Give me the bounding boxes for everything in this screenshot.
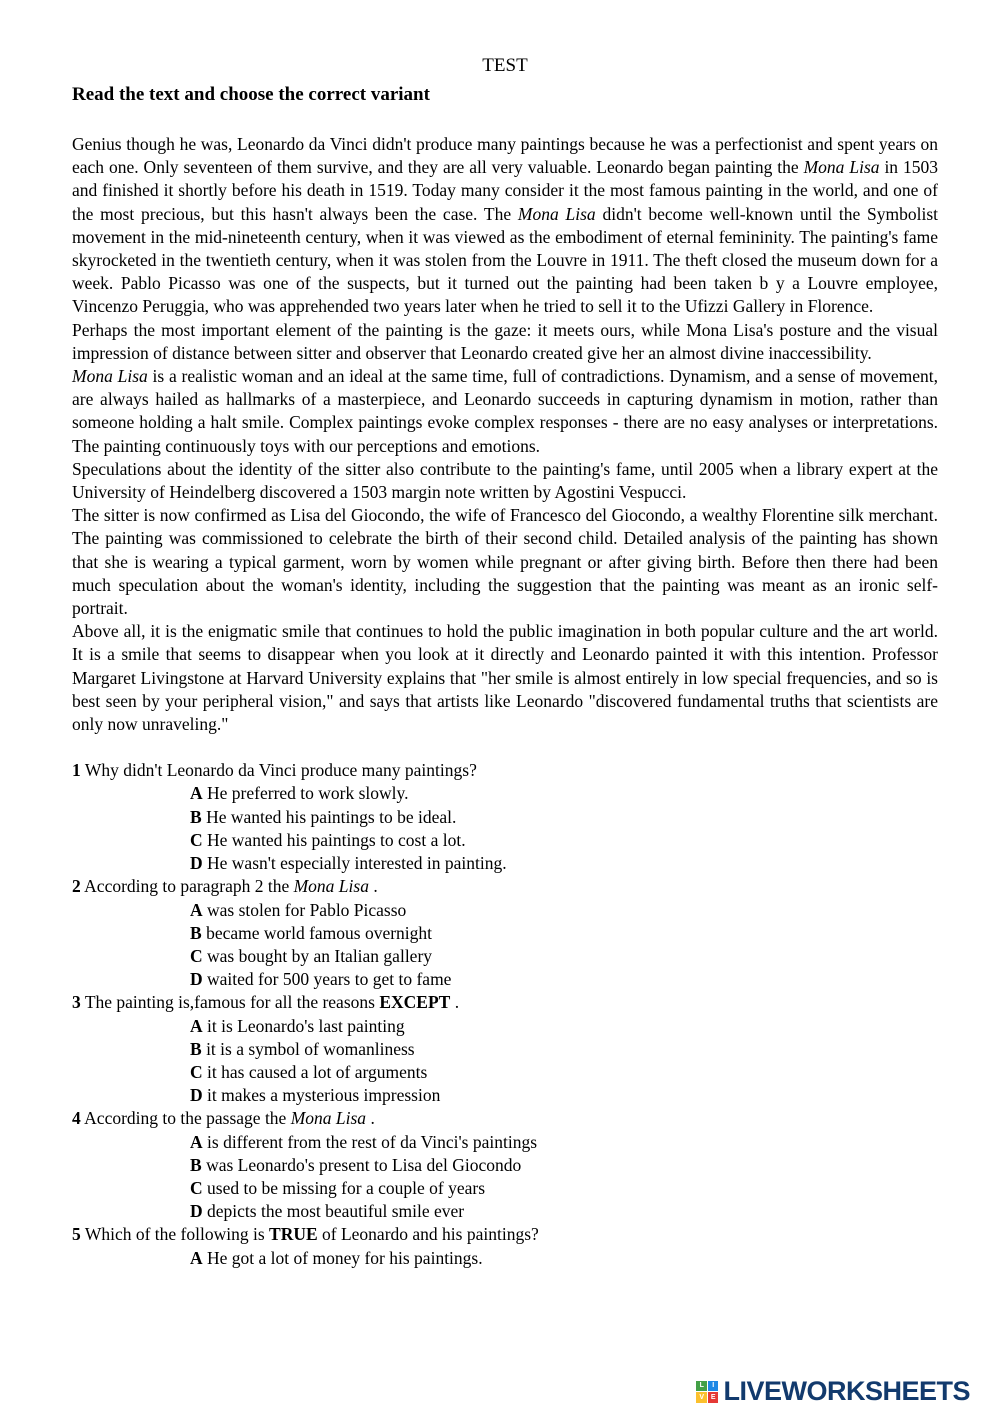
answer-option[interactable]	[72, 1177, 938, 1200]
option-letter: B	[190, 1038, 202, 1059]
option-letter: A	[190, 1247, 203, 1268]
question-stem	[72, 759, 938, 782]
option-text: it is a symbol of womanliness	[206, 1038, 415, 1059]
question-number: 4	[72, 1108, 81, 1129]
text-segment: Mona Lisa	[293, 876, 369, 897]
text-segment: According to the passage the	[84, 1108, 291, 1129]
text-segment: Perhaps the most important element of the painting is the gaze: it meets ours, while Mona Lisa's posture and the visual impression of distance between sitter and observer that Leonardo created give her an almost divine inaccessibility.	[72, 319, 938, 363]
answer-option[interactable]	[72, 1084, 938, 1107]
text-segment: Genius though he was, Leonardo da Vinci didn't produce many paintings because he was a perfectionist and spent years on each one. Only seventeen of them survive, and they are all very valuable. Leonardo began painting the	[72, 134, 938, 178]
answer-option[interactable]	[72, 1061, 938, 1084]
option-text: it is Leonardo's last painting	[207, 1015, 405, 1036]
option-text: was bought by an Italian gallery	[207, 945, 433, 966]
option-text: it makes a mysterious impression	[207, 1085, 441, 1106]
text-segment: Mona Lisa	[517, 203, 596, 224]
text-segment: Above all, it is the enigmatic smile that continues to hold the public imagination in both popular culture and the art world. It is a smile that seems to disappear when you look at it directly and Leonardo painted it with this intention. Professor Margaret Livingstone at Harvard University explains that "her smile is almost entirely in low special frequencies, and so is best seen by your peripheral vision," and says that artists like Leonardo "discovered fundamental truths that scientists are only now unraveling."	[72, 621, 938, 735]
answer-option[interactable]	[72, 968, 938, 991]
text-segment: Which of the following is	[84, 1224, 270, 1245]
answer-option[interactable]	[72, 1200, 938, 1223]
question-stem	[72, 1223, 938, 1246]
option-text: is different from the rest of da Vinci's paintings	[207, 1131, 538, 1152]
answer-option[interactable]	[72, 806, 938, 829]
text-segment: .	[366, 1108, 375, 1129]
logo-cell: L	[696, 1381, 707, 1392]
liveworksheets-watermark[interactable]	[696, 1378, 970, 1405]
option-text: waited for 500 years to get to fame	[207, 969, 452, 990]
text-segment: The sitter is now confirmed as Lisa del Giocondo, the wife of Francesco del Giocondo, a wealthy Florentine silk merchant. The painting was commissioned to celebrate the birth of their second child. Detailed analysis of the painting has shown that she is wearing a typical garment, worn by women while pregnant or after giving birth. Before then there had been much speculation about the woman's identity, including the suggestion that the painting was meant as an ironic self-portrait.	[72, 505, 938, 619]
text-segment: of Leonardo and his paintings?	[317, 1224, 539, 1245]
option-letter: A	[190, 783, 203, 804]
answer-option[interactable]	[72, 1154, 938, 1177]
option-letter: B	[190, 1154, 202, 1175]
answer-option[interactable]	[72, 1015, 938, 1038]
option-letter: C	[190, 829, 203, 850]
passage	[72, 133, 938, 736]
liveworksheets-logo-icon	[696, 1381, 718, 1403]
passage-paragraph	[72, 365, 938, 458]
option-letter: A	[190, 899, 203, 920]
option-letter: D	[190, 969, 203, 990]
option-text: depicts the most beautiful smile ever	[207, 1201, 465, 1222]
question	[72, 759, 938, 875]
option-text: was stolen for Pablo Picasso	[207, 899, 407, 920]
option-text: it has caused a lot of arguments	[207, 1061, 428, 1082]
option-text: He wanted his paintings to be ideal.	[206, 806, 457, 827]
option-text: was Leonardo's present to Lisa del Giocondo	[206, 1154, 522, 1175]
answer-option[interactable]	[72, 782, 938, 805]
passage-paragraph	[72, 133, 938, 319]
answer-option[interactable]	[72, 1038, 938, 1061]
text-segment: Mona Lisa	[290, 1108, 367, 1129]
option-text: used to be missing for a couple of years	[207, 1177, 485, 1198]
option-text: He wanted his paintings to cost a lot.	[207, 829, 466, 850]
text-segment: Why didn't Leonardo da Vinci produce many paintings?	[84, 760, 477, 781]
passage-paragraph	[72, 458, 938, 504]
option-letter: C	[190, 1177, 203, 1198]
liveworksheets-brand-text: LIVEWORKSHEETS	[723, 1376, 970, 1406]
answer-option[interactable]	[72, 829, 938, 852]
option-letter: A	[190, 1015, 203, 1036]
option-letter: D	[190, 1085, 203, 1106]
logo-cell: V	[696, 1392, 707, 1403]
instruction-heading: Read the text and choose the correct variant	[72, 84, 430, 105]
question-stem	[72, 1107, 938, 1130]
passage-paragraph	[72, 504, 938, 620]
question-number: 2	[72, 876, 81, 897]
answer-option[interactable]	[72, 922, 938, 945]
option-letter: B	[190, 806, 202, 827]
text-segment: is a realistic woman and an ideal at the same time, full of contradictions. Dynamism, and a sense of movement, are always hailed as hallmarks of a masterpiece, and Leonardo succeeds in capturing dynamism in motion, rather than someone holding a halt smile. Complex paintings evoke complex responses - there are no easy analyses or interpretations. The painting continuously toys with our perceptions and emotions.	[72, 366, 938, 456]
text-segment: .	[368, 876, 378, 897]
question	[72, 875, 938, 991]
option-letter: C	[190, 1061, 203, 1082]
question	[72, 1107, 938, 1223]
option-letter: C	[190, 945, 203, 966]
text-segment: EXCEPT	[379, 992, 451, 1013]
answer-option[interactable]	[72, 1131, 938, 1154]
question-number: 1	[72, 760, 81, 781]
text-segment: The painting is,famous for all the reasons	[84, 992, 380, 1013]
passage-paragraph	[72, 319, 938, 365]
answer-option[interactable]	[72, 945, 938, 968]
question	[72, 1223, 938, 1269]
option-letter: D	[190, 853, 203, 874]
logo-cell: I	[708, 1381, 719, 1392]
question-stem	[72, 875, 938, 898]
option-letter: B	[190, 922, 202, 943]
question-stem	[72, 991, 938, 1014]
option-letter: D	[190, 1201, 203, 1222]
logo-cell: E	[708, 1392, 719, 1403]
option-text: He got a lot of money for his paintings.	[207, 1247, 483, 1268]
option-text: He wasn't especially interested in painting.	[207, 853, 507, 874]
text-segment: Speculations about the identity of the sitter also contribute to the painting's fame, until 2005 when a library expert at the University of Heindelberg discovered a 1503 margin note written by Agostini Vespucci.	[72, 458, 938, 503]
answer-option[interactable]	[72, 1247, 938, 1270]
question-number: 3	[72, 992, 81, 1013]
text-segment: Mona Lisa	[72, 366, 148, 387]
text-segment: .	[450, 992, 460, 1013]
answer-option[interactable]	[72, 899, 938, 922]
text-segment: According to paragraph 2 the	[84, 876, 294, 897]
questions	[72, 759, 938, 1269]
option-text: He preferred to work slowly.	[207, 783, 409, 804]
text-segment: Mona Lisa	[803, 157, 880, 178]
option-letter: A	[190, 1131, 203, 1152]
text-segment: TRUE	[269, 1224, 318, 1245]
page-title: TEST	[482, 55, 528, 76]
option-text: became world famous overnight	[206, 922, 433, 943]
text-segment: didn't become well-known until the Symbolist movement in the mid-nineteenth century, when it was viewed as the embodiment of eternal femininity. The painting's fame skyrocketed in the twentieth century, when it was stolen from the Louvre in 1911. The theft closed the museum down for a week. Pablo Picasso was one of the suspects, but it turned out the painting had been taken b y a Louvre employee, Vincenzo Peruggia, who was apprehended two years later when he tried to sell it to the Ufizzi Gallery in Florence.	[72, 203, 939, 317]
passage-paragraph	[72, 620, 938, 736]
question	[72, 991, 938, 1107]
text-segment: in 1503 and finished it shortly before his death in 1519. Today many consider it the most famous painting in the world, and one of the most precious, but this hasn't always been the case. The	[72, 157, 938, 224]
answer-option[interactable]	[72, 852, 938, 875]
question-number: 5	[72, 1224, 81, 1245]
